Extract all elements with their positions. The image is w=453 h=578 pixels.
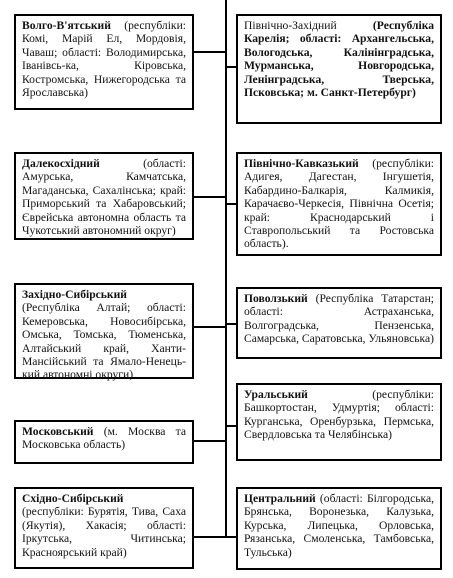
region-name: Східно-Сибірський: [22, 492, 124, 505]
connector-zakhidno-sybirsky: [194, 326, 226, 328]
connector-uralsky: [226, 425, 236, 427]
connector-pivnichno-zakhidny: [226, 66, 236, 68]
region-box-tsentralny: [236, 487, 442, 570]
region-name: Волго-В'ятський: [22, 19, 111, 32]
connector-moskovsky: [194, 440, 226, 442]
connector-povolzky: [226, 323, 236, 325]
region-name: Поволзький: [244, 292, 308, 305]
connector-volgo-vyatsky: [194, 51, 226, 53]
region-description: (республіки: Комі, Марій Ел, Мордовія, Чаваш; області: Володимирська, Іванівсь-ка, Кіровська, Костромська, Нижегородська та Ярославська): [22, 19, 186, 100]
connector-tsentralny: [226, 536, 236, 538]
region-description: (Республіка Татарстан; області: Астраханська, Волгоградська, Пензенська, Самарська, Саратовська, Ульяновська): [244, 292, 434, 346]
region-box-volgo-vyatsky: [14, 14, 194, 110]
central-trunk-line: [225, 0, 227, 537]
region-name: Уральський: [244, 388, 308, 401]
region-box-zakhidno-sybirsky: [14, 283, 194, 382]
region-box-moskovsky: [14, 420, 194, 464]
region-name: Північно-Кавказький: [244, 157, 359, 170]
region-name: Центральний: [244, 492, 316, 505]
region-description: (м. Москва та Московська область): [22, 425, 186, 452]
region-description: (республіки: Башкортостан, Удмуртія; області: Курганська, Оренбурзька, Пермська, Свердловська та Челябінська): [244, 388, 434, 442]
region-description: (Республіка Алтай; області: Кемеровська, Новосибірська, Омська, Томська, Тюменська, Алтайський край, Ханти-Мансійський та Ямало-Ненець-кий автономні округи): [22, 301, 186, 382]
region-name: Північно-Західний: [244, 19, 337, 32]
region-box-pivnichno-kavkazky: [236, 152, 442, 256]
region-name: Західно-Сибірський: [22, 288, 127, 301]
region-description: (республіки: Бурятія, Тива, Саха (Якутія), Хакасія; області: Іркутська, Читинська; Красноярський край): [22, 505, 186, 559]
connector-dalekoskhidny: [194, 196, 226, 198]
region-name: Московський: [22, 425, 94, 438]
region-box-dalekoskhidny: [14, 152, 194, 240]
region-description: (республіки: Адигея, Дагестан, Інгушетія, Кабардино-Балкарія, Калмикія, Карачаєво-Черкесія, Північна Осетія; край: Краснодарський і Ставропольський та Ростовська область).: [244, 157, 434, 251]
region-description: (області: Амурська, Камчатська, Магаданська, Сахалінська; край: Приморський та Хабаровський; Єврейська автономна область та Чукотський автономний округ): [22, 157, 186, 238]
region-description: (області: Білгородська, Брянська, Воронезька, Калузька, Курська, Липецька, Орловська, Рязанська, Смоленська, Тамбовська, Тульська): [244, 492, 434, 559]
region-description: (Республіка Карелія; області: Архангельська, Вологодська, Калінінградська, Мурманська, Новгородська, Ленінградська, Тверська, Псковська; м. Санкт-Петербург): [244, 19, 434, 100]
connector-pivnichno-kavkazky: [226, 203, 236, 205]
region-box-uralsky: [236, 383, 442, 461]
region-box-pivnichno-zakhidny: [236, 14, 442, 124]
connector-skhidno-sybirsky: [194, 536, 226, 538]
region-name: Далекосхідний: [22, 157, 100, 170]
region-box-povolzky: [236, 287, 442, 359]
region-box-skhidno-sybirsky: [14, 487, 194, 569]
